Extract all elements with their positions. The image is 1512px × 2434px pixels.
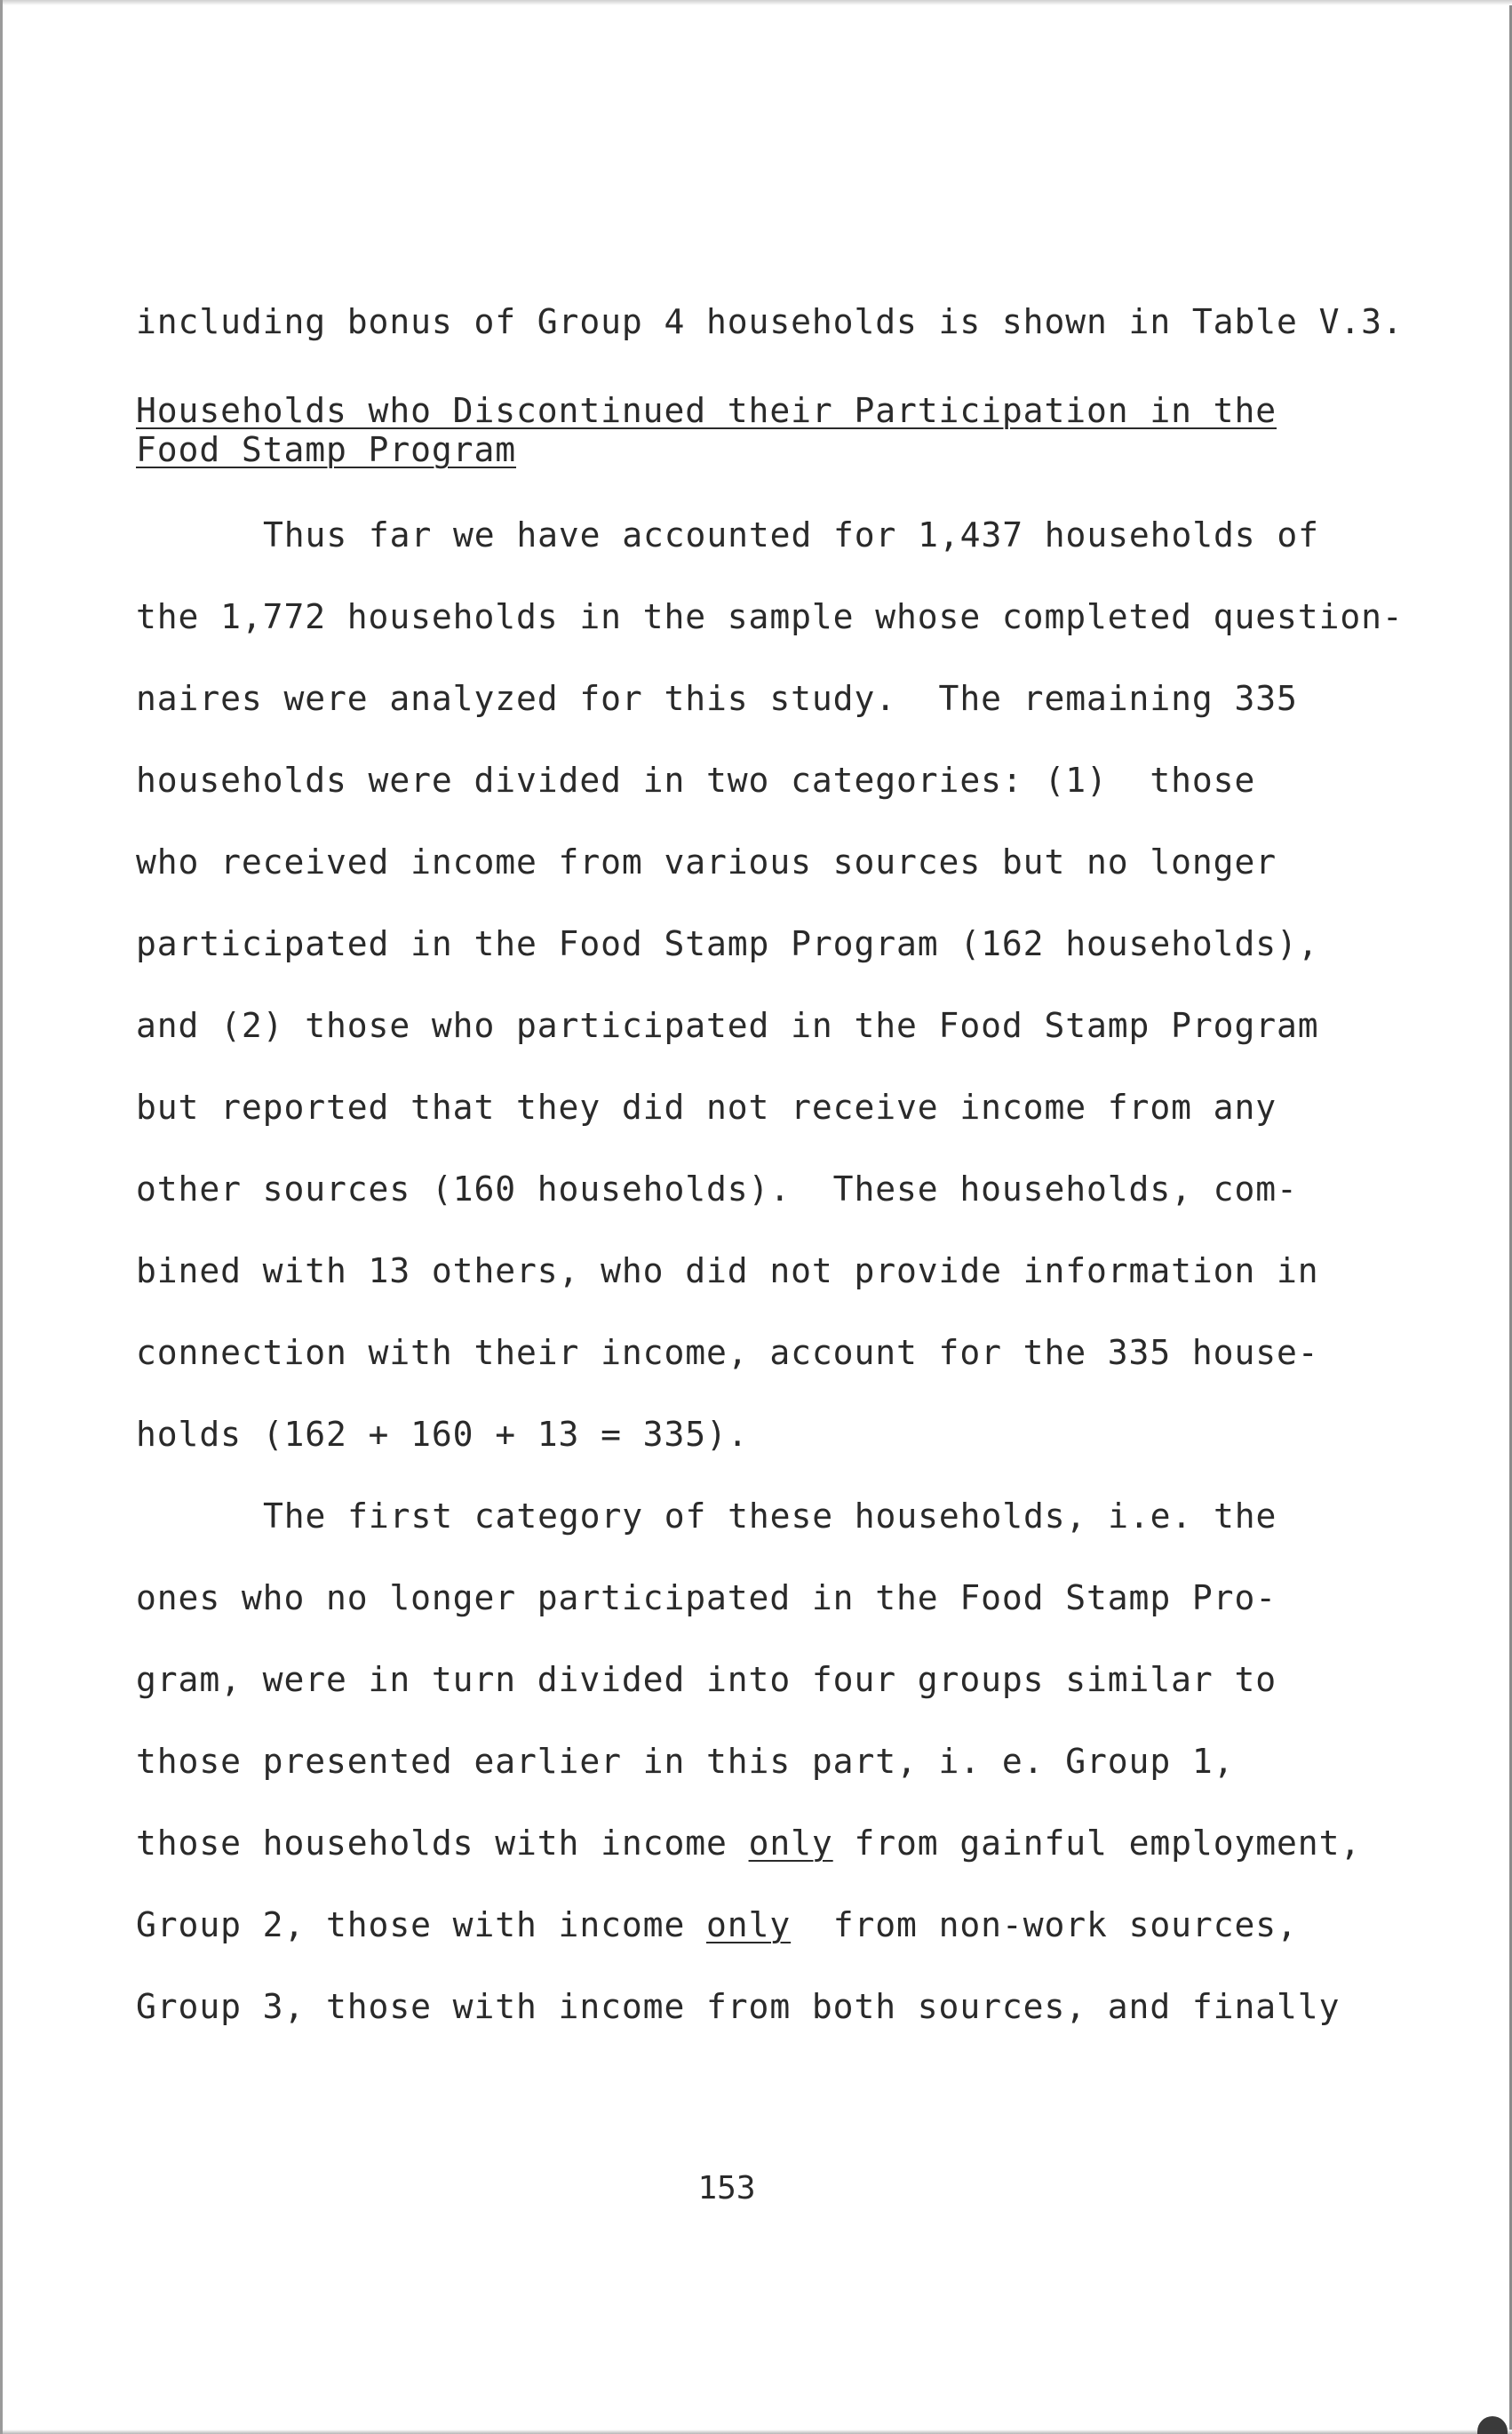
paragraph-2-line-7: Group 3, those with income from both sources, and finally xyxy=(136,1987,1341,2026)
scan-top-edge xyxy=(3,0,1512,5)
text-span: those households with income xyxy=(136,1824,749,1863)
paragraph-1-line-2: the 1,772 households in the sample whose completed question- xyxy=(136,597,1404,636)
text-span: Group 2, those with income xyxy=(136,1905,707,1944)
text-line-1: including bonus of Group 4 households is shown in Table V.3. xyxy=(136,302,1404,341)
paragraph-1-line-8: but reported that they did not receive income from any xyxy=(136,1088,1277,1127)
emphasis-only: only xyxy=(706,1905,792,1944)
paragraph-1-line-6: participated in the Food Stamp Program (162 households), xyxy=(136,924,1319,963)
text-span: from non-work sources, xyxy=(791,1905,1298,1944)
paragraph-1-line-1: Thus far we have accounted for 1,437 households of xyxy=(263,515,1319,555)
paragraph-1-line-9: other sources (160 households). These households, com- xyxy=(136,1169,1298,1209)
paragraph-2-line-3: gram, were in turn divided into four groups similar to xyxy=(136,1660,1277,1699)
paragraph-1-line-5: who received income from various sources but no longer xyxy=(136,842,1277,882)
page-number: 153 xyxy=(697,2170,756,2207)
paragraph-2-line-5 xyxy=(136,1824,1361,1863)
paragraph-1-line-3: naires were analyzed for this study. The remaining 335 xyxy=(136,679,1298,718)
section-heading-line-2: Food Stamp Program xyxy=(136,430,517,469)
paragraph-2-line-1: The first category of these households, i.e. the xyxy=(263,1496,1277,1536)
paragraph-2-line-4: those presented earlier in this part, i. e. Group 1, xyxy=(136,1742,1235,1781)
text-span: from gainful employment, xyxy=(832,1824,1362,1863)
section-heading-line-1: Households who Discontinued their Participation in the xyxy=(136,391,1277,430)
paragraph-1-line-4: households were divided in two categories: (1) those xyxy=(136,761,1256,800)
paragraph-1-line-11: connection with their income, account for the 335 house- xyxy=(136,1333,1319,1372)
paragraph-1-line-7: and (2) those who participated in the Food Stamp Program xyxy=(136,1006,1319,1045)
scan-bottom-edge xyxy=(3,2430,1512,2434)
emphasis-only: only xyxy=(748,1824,833,1863)
paragraph-1-line-10: bined with 13 others, who did not provide information in xyxy=(136,1251,1319,1290)
paragraph-2-line-6 xyxy=(136,1905,1298,1944)
scan-corner-mark xyxy=(1477,2416,1508,2434)
paragraph-2-line-2: ones who no longer participated in the Food Stamp Pro- xyxy=(136,1578,1277,1617)
paragraph-1-line-12: holds (162 + 160 + 13 = 335). xyxy=(136,1415,749,1454)
